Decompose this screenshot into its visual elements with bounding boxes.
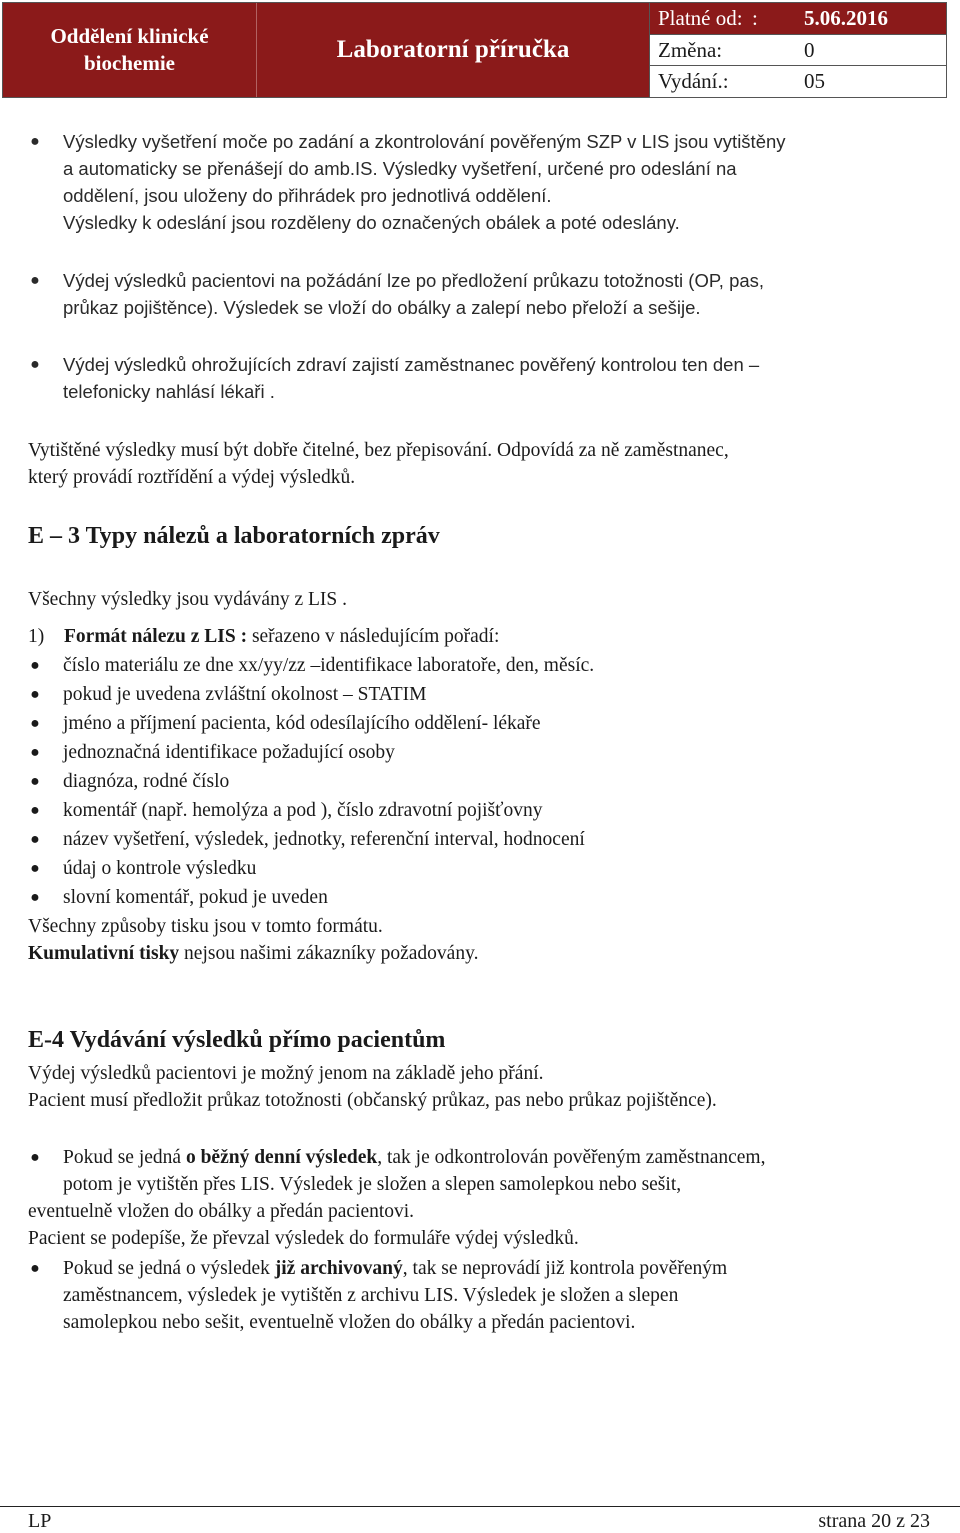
document-title: Laboratorní příručka xyxy=(256,3,649,97)
e4-bullet-daily xyxy=(28,1144,930,1198)
e3-format-line xyxy=(28,623,930,650)
bullet-dot: ● xyxy=(30,802,40,819)
bullet-line: Výdej výsledků ohrožujících zdraví zajistí zaměstnanec pověřený kontrolou ten den – xyxy=(63,354,760,375)
list-item-text: údaj o kontrole výsledku xyxy=(63,858,257,879)
bullet-dot: ● xyxy=(30,133,40,150)
list-item xyxy=(28,739,930,768)
list-item-text: diagnóza, rodné číslo xyxy=(63,771,230,792)
section-e4-heading: E-4 Vydávání výsledků přímo pacientům xyxy=(28,1027,446,1053)
bullet-urine-results xyxy=(28,128,930,236)
edition-label: Vydání.: xyxy=(658,69,729,94)
bullet-dot: ● xyxy=(30,1260,40,1277)
e3-format-rest: seřazeno v následujícím pořadí: xyxy=(247,626,500,647)
department-line-2: biochemie xyxy=(84,51,175,75)
valid-from-label: Platné od: xyxy=(658,5,743,30)
e3-cumulative-bold: Kumulativní tisky xyxy=(28,943,180,964)
bullet-line: Výsledky k odeslání jsou rozděleny do označených obálek a poté odeslány. xyxy=(63,212,680,233)
header-meta xyxy=(649,3,946,97)
bullet-dot: ● xyxy=(30,860,40,877)
e3-format-bold: Formát nálezu z LIS : xyxy=(64,626,248,647)
section-e3-heading: E – 3 Typy nálezů a laboratorních zpráv xyxy=(28,523,440,549)
bullet-line: samolepkou nebo sešit, eventuelně vložen do obálky a předán pacientovi. xyxy=(63,1312,636,1333)
bullet-line: průkaz pojištěnce). Výsledek se vloží do obálky a zalepí nebo přeloží a sešije. xyxy=(63,297,701,318)
list-item-text: slovní komentář, pokud je uveden xyxy=(63,887,328,908)
e4-line-1: Výdej výsledků pacientovi je možný jenom na základě jeho přání. xyxy=(28,1063,544,1084)
bullet-dot: ● xyxy=(30,1149,40,1166)
e3-intro: Všechny výsledky jsou vydávány z LIS . xyxy=(28,589,347,610)
bullet-line: oddělení, jsou uloženy do přihrádek pro jednotlivá oddělení. xyxy=(63,185,552,206)
bullet-line: telefonicky nahlásí lékaři . xyxy=(63,381,275,402)
list-item xyxy=(28,826,930,855)
e4-b2-pre: Pokud se jedná o výsledek xyxy=(63,1258,275,1279)
bullet-dot: ● xyxy=(30,831,40,848)
bullet-line: a automaticky se přenášejí do amb.IS. Výsledky vyšetření, určené pro odeslání na xyxy=(63,158,737,179)
bullet-line: zaměstnancem, výsledek je vytištěn z archivu LIS. Výsledek je složen a slepen xyxy=(63,1285,679,1306)
bullet-dot: ● xyxy=(30,686,40,703)
bullet-dot: ● xyxy=(30,889,40,906)
e4-line-2: Pacient musí předložit průkaz totožnosti (občanský průkaz, pas nebo průkaz pojištěnce). xyxy=(28,1090,717,1111)
e3-all-formats: Všechny způsoby tisku jsou v tomto formátu. xyxy=(28,916,383,937)
e3-cumulative-rest: nejsou našimi zákazníky požadovány. xyxy=(179,943,479,964)
bullet-line: Výsledky vyšetření moče po zadání a zkontrolování pověřeným SZP v LIS jsou vytištěny xyxy=(63,131,786,152)
bullet-line xyxy=(63,1144,930,1171)
change-row xyxy=(649,35,946,67)
valid-from-row xyxy=(649,3,946,35)
list-item-text: komentář (např. hemolýza a pod ), číslo zdravotní pojišťovny xyxy=(63,800,543,821)
list-item xyxy=(28,855,930,884)
e4-b2-post: , tak se neprovádí již kontrola pověřeným xyxy=(402,1258,728,1279)
list-item-text: číslo materiálu ze dne xx/yy/zz –identifikace laboratoře, den, měsíc. xyxy=(63,655,595,676)
bullet-line: Výdej výsledků pacientovi na požádání lze po předložení průkazu totožnosti (OP, pas, xyxy=(63,270,765,291)
list-item xyxy=(28,797,930,826)
bullet-dot: ● xyxy=(30,356,40,373)
bullet-dot: ● xyxy=(30,715,40,732)
change-value: 0 xyxy=(804,37,815,62)
list-item-text: jednoznačná identifikace požadující osoby xyxy=(63,742,395,763)
valid-from-colon: : xyxy=(752,5,758,30)
edition-value: 05 xyxy=(804,69,825,94)
bullet-patient-issue xyxy=(28,267,930,321)
e4-sign-line: Pacient se podepíše, že převzal výsledek do formuláře výdej výsledků. xyxy=(28,1228,579,1249)
bullet-dot: ● xyxy=(30,272,40,289)
document-header xyxy=(2,2,947,98)
page-number: strana 20 z 23 xyxy=(818,1510,930,1532)
list-item xyxy=(28,652,930,681)
bullet-critical-results xyxy=(28,351,930,405)
e4-b1-line3: eventuelně vložen do obálky a předán pacientovi. xyxy=(28,1201,415,1222)
e3-number: 1) xyxy=(28,626,45,647)
valid-from-value: 5.06.2016 xyxy=(804,5,888,30)
e3-cumulative xyxy=(28,940,930,967)
e4-bullet-archived xyxy=(28,1255,930,1336)
department-line-1: Oddělení klinické xyxy=(50,24,209,48)
change-label: Změna: xyxy=(658,37,723,62)
list-item xyxy=(28,768,930,797)
list-item-text: jméno a příjmení pacienta, kód odesílajícího oddělení- lékaře xyxy=(63,713,541,734)
e4-b1-post: , tak je odkontrolován pověřeným zaměstnancem, xyxy=(377,1147,766,1168)
footer-left: LP xyxy=(28,1510,52,1532)
bullet-dot: ● xyxy=(30,744,40,761)
department-name xyxy=(3,3,256,97)
e4-b1-pre: Pokud se jedná xyxy=(63,1147,186,1168)
list-item-text: pokud je uvedena zvláštní okolnost – STATIM xyxy=(63,684,427,705)
list-item xyxy=(28,884,930,913)
bullet-dot: ● xyxy=(30,657,40,674)
bullet-line xyxy=(63,1255,930,1282)
bullet-dot: ● xyxy=(30,773,40,790)
list-item-text: název vyšetření, výsledek, jednotky, referenční interval, hodnocení xyxy=(63,829,585,850)
bullet-line: potom je vytištěn přes LIS. Výsledek je složen a slepen samolepkou nebo sešit, xyxy=(63,1174,682,1195)
para-line: který provádí roztřídění a výdej výsledků. xyxy=(28,467,356,488)
e3-format-list xyxy=(28,652,930,913)
footer-divider xyxy=(0,1506,960,1507)
list-item xyxy=(28,681,930,710)
para-line: Vytištěné výsledky musí být dobře čitelné, bez přepisování. Odpovídá za ně zaměstnanec, xyxy=(28,440,729,461)
list-item xyxy=(28,710,930,739)
e4-b2-bold: již archivovaný xyxy=(274,1258,403,1279)
para-printed-results xyxy=(28,437,930,491)
edition-row xyxy=(649,66,946,97)
e4-b1-bold: o běžný denní výsledek xyxy=(185,1147,378,1168)
